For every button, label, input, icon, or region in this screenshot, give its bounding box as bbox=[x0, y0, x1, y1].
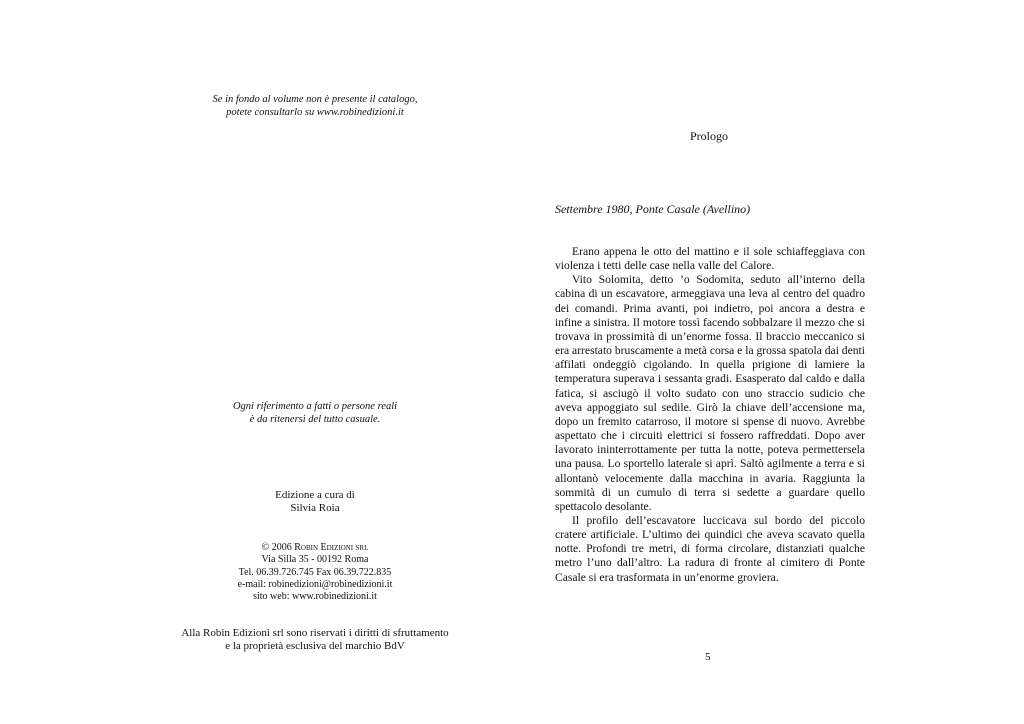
copyright-line bbox=[150, 542, 480, 554]
paragraph-1: Erano appena le otto del mattino e il sole schiaffeggiava con violenza i tetti delle case nella valle del Calore. bbox=[555, 245, 865, 273]
paragraph-2: Vito Solomita, detto ’o Sodomita, seduto all’interno della cabina di un escavatore, armeggiava una leva al centro del quadro dei comandi. Prima avanti, poi indietro, poi ancora a destra e infine a sinistra. Il motore tossì facendo sobbalzare il mezzo che si trovava in prossimità di un’enorme fossa. Il braccio meccanico si era arrestato bruscamente a metà corsa e la grossa spatola dai denti affilati ondeggiò cigolando. In quella prigione di lamiere la temperatura superava i sessanta gradi. Esasperato dal caldo e dalla fatica, si asciugò il volto sudato con uno straccio sudicio che aveva appoggiato sul sedile. Girò la chiave dell’accensione ma, dopo un fremito catarroso, il motore si spense di nuovo. Avrebbe aspettato che i circuiti elettrici si fossero raffreddati. Dopo aver lavorato ininterrottamente per tutta la notte, poteva permettersela una pausa. Lo sportello laterale si aprì. Saltò agilmente a terra e si allontanò velocemente dalla macchina in avaria. Raggiunta la sommità di un cumulo di terra si sedette a guardare quello spettacolo desolante. bbox=[555, 273, 865, 513]
disclaimer-line-1: Ogni riferimento a fatti o persone reali bbox=[232, 401, 398, 412]
catalog-note-line-1: Se in fondo al volume non è presente il catalogo, bbox=[212, 94, 418, 105]
rights-notice bbox=[150, 627, 480, 652]
right-page bbox=[512, 0, 1024, 724]
page-number: 5 bbox=[705, 651, 711, 663]
catalog-note-line-2: potete consultarlo su www.robinedizioni.it bbox=[226, 106, 404, 118]
rights-line-1: Alla Robin Edizioni srl sono riservati i diritti di sfruttamento bbox=[181, 627, 449, 639]
body-text bbox=[555, 245, 865, 585]
phone-line: Tel. 06.39.726.745 Fax 06.39.722.835 bbox=[238, 566, 392, 578]
chapter-title: Prologo bbox=[690, 129, 729, 143]
website-line: sito web: www.robinedizioni.it bbox=[253, 591, 377, 603]
disclaimer bbox=[150, 401, 480, 426]
catalog-note bbox=[150, 94, 480, 119]
copyright-prefix: © 2006 bbox=[261, 542, 295, 553]
disclaimer-line-2: è da ritenersi del tutto casuale. bbox=[249, 413, 381, 425]
address-line: Via Silla 35 - 00192 Roma bbox=[261, 554, 369, 566]
publisher-name: Robin Edizioni srl bbox=[294, 542, 369, 553]
rights-line-2: e la proprietà esclusiva del marchio BdV bbox=[225, 639, 405, 652]
email-line: e-mail: robinedizioni@robinedizioni.it bbox=[237, 578, 393, 590]
edition-credit bbox=[150, 489, 480, 514]
paragraph-3: Il profilo dell’escavatore luccicava sul bordo del piccolo cratere artificiale. L’ultimo dei quindici che aveva scavato quella notte. Profondi tre metri, di forma circolare, distanziati qualche metro l’uno dall’altro. La radura di fronte al cimitero di Ponte Casale si era trasformata in un’enorme groviera. bbox=[555, 513, 865, 584]
copyright-block bbox=[150, 542, 480, 603]
edition-line-2: Silvia Roia bbox=[290, 501, 340, 514]
edition-line-1: Edizione a cura di bbox=[275, 489, 355, 501]
dateline: Settembre 1980, Ponte Casale (Avellino) bbox=[555, 202, 751, 216]
